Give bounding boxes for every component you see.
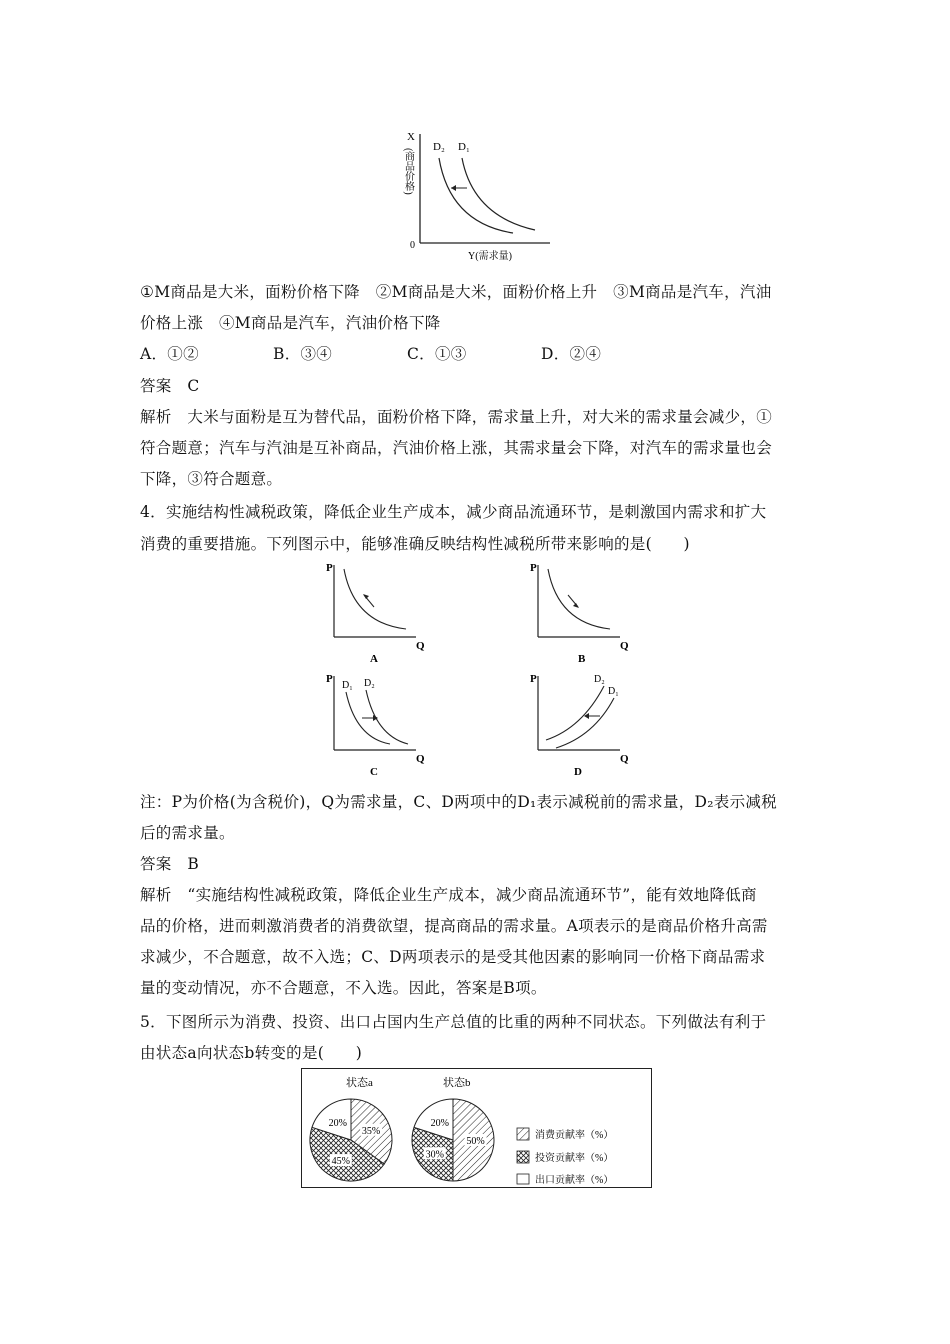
d1-label: D₁ [608, 686, 619, 697]
d2-label: D₂ [433, 141, 445, 153]
d2-curve [439, 158, 513, 233]
pie-chart-figure [301, 1068, 653, 1190]
demand-shift-figure [395, 128, 555, 264]
q4-analysis-line2: 品的价格，进而刺激消费者的消费欲望，提高商品的需求量。A项表示的是商品价格升高需 [140, 917, 768, 935]
y-axis-label: X [407, 131, 415, 143]
q4-analysis-line4: 量的变动情况，亦不合题意，不入选。因此，答案是B项。 [140, 979, 547, 997]
graph-b [522, 557, 632, 667]
x-axis-label: Y(需求量) [468, 251, 512, 262]
q3-analysis-line3: 下降，③符合题意。 [140, 470, 283, 488]
graph-label-a: A [370, 653, 378, 665]
d2-label: D₂ [364, 678, 375, 689]
q3-answer: 答案 C [140, 377, 200, 395]
legend-consumption: 消费贡献率（%） [535, 1130, 614, 1141]
q-label: Q [416, 640, 425, 652]
q4-stem-line1: 4．实施结构性减税政策，降低企业生产成本，减少商品流通环节，是刺激国内需求和扩大 [140, 503, 767, 521]
p-label: P [326, 673, 333, 685]
q4-note-line1: 注：P为价格(为含税价)，Q为需求量，C、D两项中的D₁表示减税前的需求量，D₂表示减税 [140, 793, 778, 811]
graph-label-d: D [574, 766, 582, 778]
q-label: Q [416, 753, 425, 765]
q3-choice-b: B．③④ [273, 345, 333, 363]
graph-a [318, 557, 428, 667]
q3-options-line2: 价格上涨 ④M商品是汽车，汽油价格下降 [140, 314, 441, 332]
p-label: P [530, 673, 537, 685]
pie-label-consumption: 35% [361, 1125, 381, 1137]
q-label: Q [620, 640, 629, 652]
graph-d [522, 668, 632, 780]
graph-label-c: C [370, 766, 378, 778]
pie-a-title: 状态a [346, 1077, 373, 1089]
pie-state-a [310, 1099, 392, 1181]
q3-analysis-line1: 解析 大米与面粉是互为替代品，面粉价格下降，需求量上升，对大米的需求量会减少，① [140, 408, 773, 426]
p-label: P [326, 562, 333, 574]
pie-label-consumption: 50% [466, 1136, 485, 1147]
d2-label: D₂ [594, 674, 605, 685]
legend-export: 出口贡献率（%） [535, 1175, 614, 1186]
shift-arrowhead [451, 185, 456, 191]
q3-choice-a: A．①② [140, 345, 199, 363]
q5-stem-line2: 由状态a向状态b转变的是( ) [140, 1044, 363, 1062]
q3-options-line1: ①M商品是大米，面粉价格下降 ②M商品是大米，面粉价格上升 ③M商品是汽车，汽油 [140, 283, 772, 301]
q4-analysis-line3: 求减少，不合题意，故不入选；C、D两项表示的是受其他因素的影响同一价格下商品需求 [140, 948, 766, 966]
p-label: P [530, 562, 537, 574]
q3-choice-d: D．②④ [541, 345, 602, 363]
q5-stem-line1: 5．下图所示为消费、投资、出口占国内生产总值的比重的两种不同状态。下列做法有利于 [140, 1013, 767, 1031]
legend-investment: 投资贡献率（%） [535, 1153, 614, 1164]
pie-label-investment: 30% [425, 1149, 444, 1161]
d1-label: D₁ [458, 141, 470, 153]
pie-b-title: 状态b [443, 1077, 471, 1089]
q4-stem-line2: 消费的重要措施。下列图示中，能够准确反映结构性减税所带来影响的是( ) [140, 535, 690, 553]
q4-answer: 答案 B [140, 855, 200, 873]
pie-label-export: 20% [430, 1117, 449, 1129]
pie-label-investment: 45% [331, 1156, 350, 1168]
q4-note-line2: 后的需求量。 [140, 824, 235, 842]
graph-label-b: B [578, 653, 586, 665]
legend-swatch-investment [517, 1151, 529, 1163]
d1-label: D₁ [342, 680, 353, 691]
q-label: Q [620, 753, 629, 765]
q4-analysis-line1: 解析 “实施结构性减税政策，降低企业生产成本，减少商品流通环节”，能有效地降低商 [140, 886, 757, 904]
y-axis-sublabel: (商品价格) [402, 148, 414, 195]
pie-state-b [412, 1099, 494, 1181]
pie-label-export: 20% [328, 1117, 347, 1129]
d1-curve [462, 158, 535, 230]
graph-c [318, 668, 428, 780]
legend-swatch-consumption [517, 1128, 529, 1140]
legend-swatch-export [517, 1174, 529, 1184]
q3-choice-c: C．①③ [407, 345, 467, 363]
q3-analysis-line2: 符合题意；汽车与汽油是互补商品，汽油价格上涨，其需求量会下降，对汽车的需求量也会 [140, 439, 773, 457]
origin-label: 0 [410, 240, 415, 251]
